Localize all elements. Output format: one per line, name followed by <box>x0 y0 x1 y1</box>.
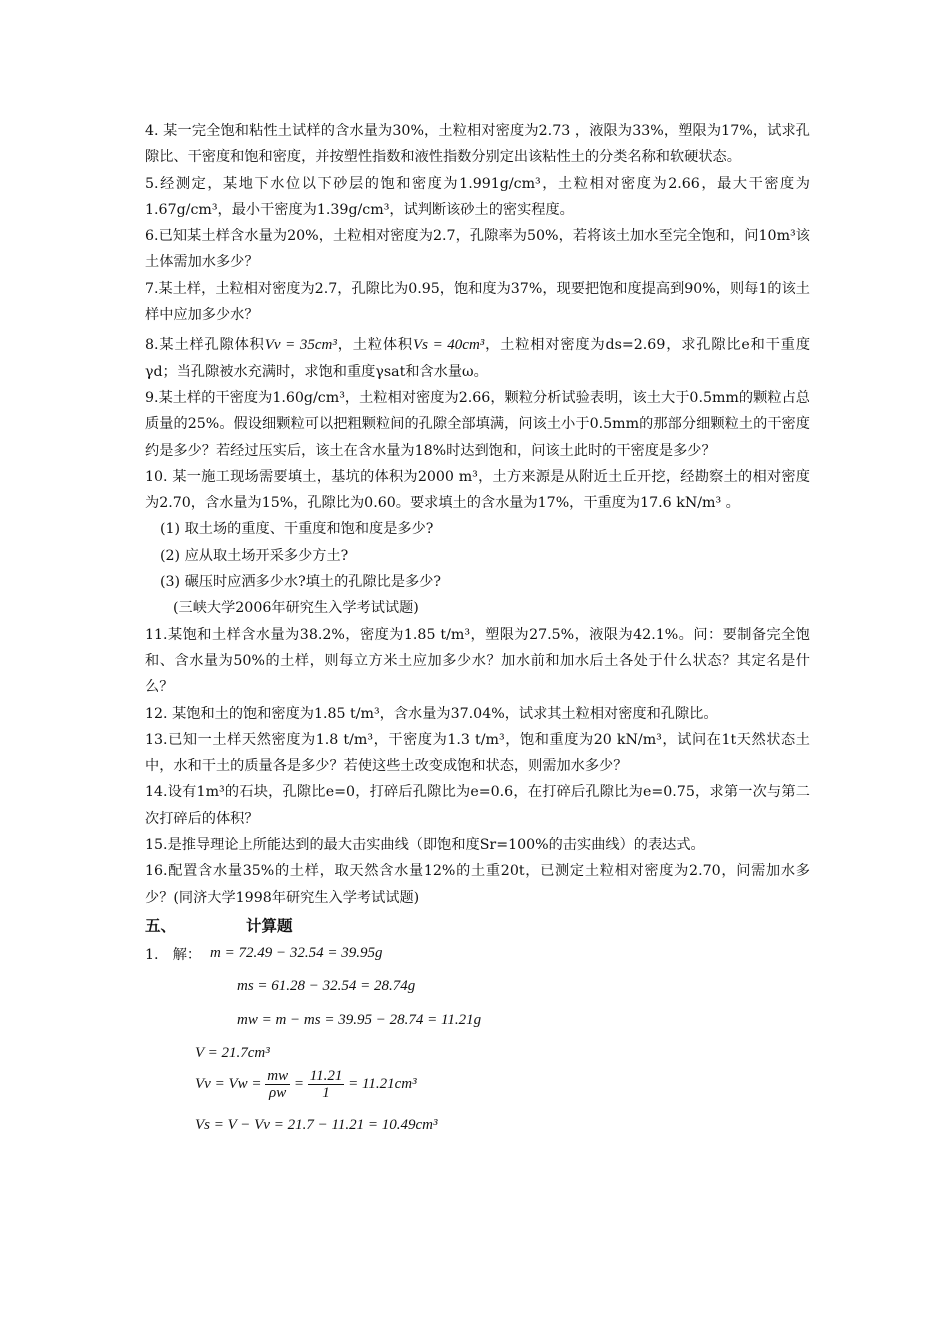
problem-6: 6.已知某土样含水量为20%，土粒相对密度为2.7，孔隙率为50%，若将该土加水至完全饱和，问10m³该土体需加水多少？ <box>145 228 810 271</box>
problem-7: 7.某土样，土粒相对密度为2.7，孔隙比为0.95，饱和度为37%，现要把饱和度提高到90%，则每1的该土样中应加多少水？ <box>145 280 810 324</box>
problem-8-text-c: ，土粒相对密度为ds=2.69，求孔隙比e和干重度γd；当孔隙被水充满时，求饱和重度γsat和含水量ω。 <box>145 337 811 380</box>
problem-10-part-1: (1) 取土场的重度、干重度和饱和度是多少? <box>160 521 434 538</box>
problem-12: 12. 某饱和土的饱和密度为1.85 t/m³，含水量为37.04%，试求其土粒相对密度和孔隙比。 <box>145 705 718 722</box>
problem-8-text-a: 8.某土样孔隙体积 <box>145 337 265 354</box>
problem-14: 14.设有1m³的石块，孔隙比e=0，打碎后孔隙比为e=0.6，在打碎后孔隙比为e=0.75，求第一次与第二次打碎后的体积？ <box>145 784 810 827</box>
eq5-rhs: = 11.21cm³ <box>348 1075 417 1092</box>
problem-10: 10. 某一施工现场需要填土，基坑的体积为2000 m³，土方来源是从附近土丘开挖，经勘察土的相对密度为2.70，含水量为15%，孔隙比为0.60。要求填土的含水量为17%，干重度为17.6 kN/m³ 。 <box>145 468 810 512</box>
pore-volume-formula: Vv = 35cm³ <box>264 337 337 354</box>
solution-label: 1. 解： <box>145 946 202 963</box>
problem-11: 11.某饱和土样含水量为38.2%，密度为1.85 t/m³，塑限为27.5%，液限为42.1%。问：要制备完全饱和、含水量为50%的土样，则每立方米土应加多少水？加水前和加水后土各处于什么状态？其定名是什么？ <box>145 626 810 696</box>
problem-15: 15.是推导理论上所能达到的最大击实曲线（即饱和度Sr=100%的击实曲线）的表达式。 <box>145 837 705 854</box>
equation-solid-mass: ms = 61.28 − 32.54 = 28.74g <box>237 977 416 994</box>
eq5-mid: = <box>293 1075 304 1092</box>
equation-volume: V = 21.7cm³ <box>195 1044 270 1061</box>
fraction-mw-rhow: $\frac{mw}{\rho w}$ <box>267 1067 289 1101</box>
solid-volume-formula: Vs = 40cm³ <box>412 337 485 354</box>
section-number: 五、 <box>145 916 177 935</box>
problem-13: 13.已知一土样天然密度为1.8 t/m³，干密度为1.3 t/m³，饱和重度为20 kN/m³，试问在1t天然状态土中，水和干土的质量各是多少？若使这些土改变成饱和状态，则需加水多少？ <box>145 731 810 775</box>
equation-solid-volume: Vs = V − Vv = 21.7 − 11.21 = 10.49cm³ <box>195 1116 438 1133</box>
problem-10-part-2: (2) 应从取土场开采多少方土? <box>160 547 349 564</box>
eq5-lhs: Vv = Vw = <box>195 1075 262 1092</box>
section-heading <box>145 912 810 940</box>
fraction-values: $\frac{11.21}{1}$ <box>309 1067 343 1101</box>
problem-10-source: (三峡大学2006年研究生入学考试试题) <box>173 600 419 617</box>
problem-10-part-3: (3) 碾压时应洒多少水?填土的孔隙比是多少? <box>160 574 442 591</box>
problem-16: 16.配置含水量35%的土样，取天然含水量12%的土重20t，已测定土粒相对密度为2.70，问需加水多少？(同济大学1998年研究生入学考试试题) <box>145 863 810 906</box>
problem-4: 4. 某一完全饱和粘性土试样的含水量为30%，土粒相对密度为2.73 ，液限为33%，塑限为17%，试求孔隙比、干密度和饱和密度，并按塑性指数和液性指数分别定出该粘性土的分类名称和软硬状态。 <box>145 123 810 166</box>
solution-1 <box>145 940 810 1145</box>
problem-9: 9.某土样的干密度为1.60g/cm³，土粒相对密度为2.66，颗粒分析试验表明，该土大于0.5mm的颗粒占总质量的25%。假设细颗粒可以把粗颗粒间的孔隙全部填满，问该土小于0.5mm的那部分细颗粒土的干密度约是多少？若经过压实后，该土在含水量为18%时达到饱和，问该土此时的干密度是多少？ <box>145 389 810 459</box>
problem-5: 5.经测定，某地下水位以下砂层的饱和密度为1.991g/cm³，土粒相对密度为2.66，最大干密度为1.67g/cm³，最小干密度为1.39g/cm³，试判断该砂土的密实程度。 <box>145 175 810 218</box>
document-body <box>145 118 810 1145</box>
equation-void-volume <box>195 1068 417 1101</box>
equation-water-mass: mw = m − ms = 39.95 − 28.74 = 11.21g <box>237 1011 482 1028</box>
problem-8-text-b: ，土粒体积 <box>336 337 413 354</box>
problem-8 <box>145 332 810 385</box>
equation-total-mass: m = 72.49 − 32.54 = 39.95g <box>210 944 383 961</box>
section-title: 计算题 <box>246 916 293 935</box>
